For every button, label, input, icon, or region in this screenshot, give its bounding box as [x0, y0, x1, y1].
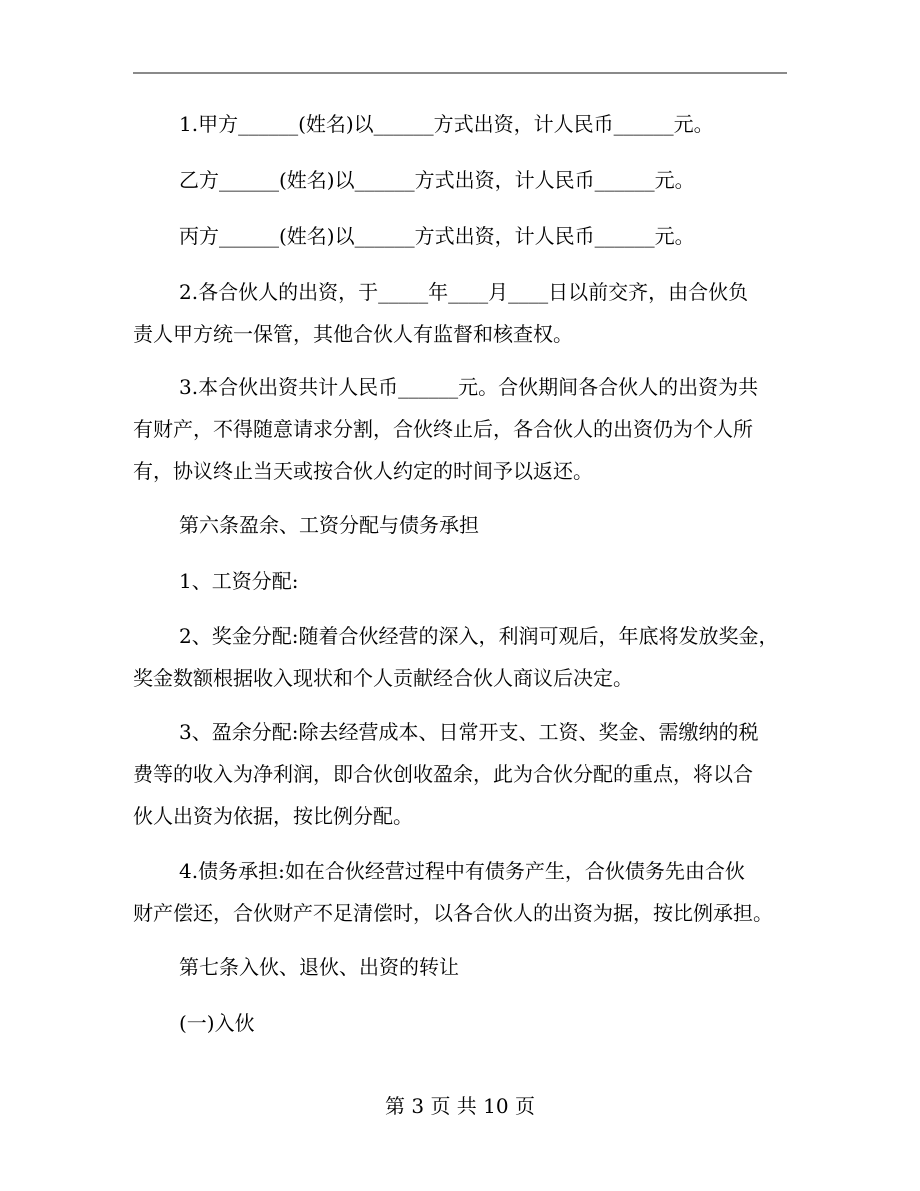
text-line: 责人甲方统一保管，其他合伙人有监督和核查权。	[133, 322, 573, 346]
text-line: 4.债务承担:如在合伙经营过程中有债务产生，合伙债务先由合伙	[179, 859, 745, 883]
text-line: 奖金数额根据收入现状和个人贡献经合伙人商议后决定。	[133, 666, 633, 690]
section-heading: 第七条入伙、退伙、出资的转让	[179, 955, 459, 979]
page-number: 第 3 页 共 10 页	[385, 1094, 535, 1118]
text-line: 费等的收入为净利润，即合伙创收盈余，此为合伙分配的重点，将以合	[133, 762, 753, 786]
text-line: 3.本合伙出资共计人民币______元。合伙期间各合伙人的出资为共	[179, 375, 759, 399]
text-line: 财产偿还，合伙财产不足清偿时，以各合伙人的出资为据，按比例承担。	[133, 901, 773, 925]
text-line: 伙人出资为依据，按比例分配。	[133, 804, 413, 828]
text-line: (一)入伙	[179, 1011, 255, 1035]
text-line: 2.各合伙人的出资，于_____年____月____日以前交齐，由合伙负	[179, 280, 749, 304]
text-line: 2、奖金分配:随着合伙经营的深入，利润可观后，年底将发放奖金，	[179, 624, 779, 648]
text-line: 乙方______(姓名)以______方式出资，计人民币______元。	[179, 168, 695, 192]
text-line: 1、工资分配:	[179, 569, 299, 593]
header-rule	[133, 72, 787, 74]
text-line: 丙方______(姓名)以______方式出资，计人民币______元。	[179, 224, 695, 248]
text-line: 1.甲方______(姓名)以______方式出资，计人民币______元。	[179, 112, 714, 136]
text-line: 3、盈余分配:除去经营成本、日常开支、工资、奖金、需缴纳的税	[179, 720, 759, 744]
text-line: 有，协议终止当天或按合伙人约定的时间予以返还。	[133, 459, 593, 483]
section-heading: 第六条盈余、工资分配与债务承担	[179, 513, 479, 537]
text-line: 有财产，不得随意请求分割，合伙终止后，各合伙人的出资仍为个人所	[133, 417, 753, 441]
